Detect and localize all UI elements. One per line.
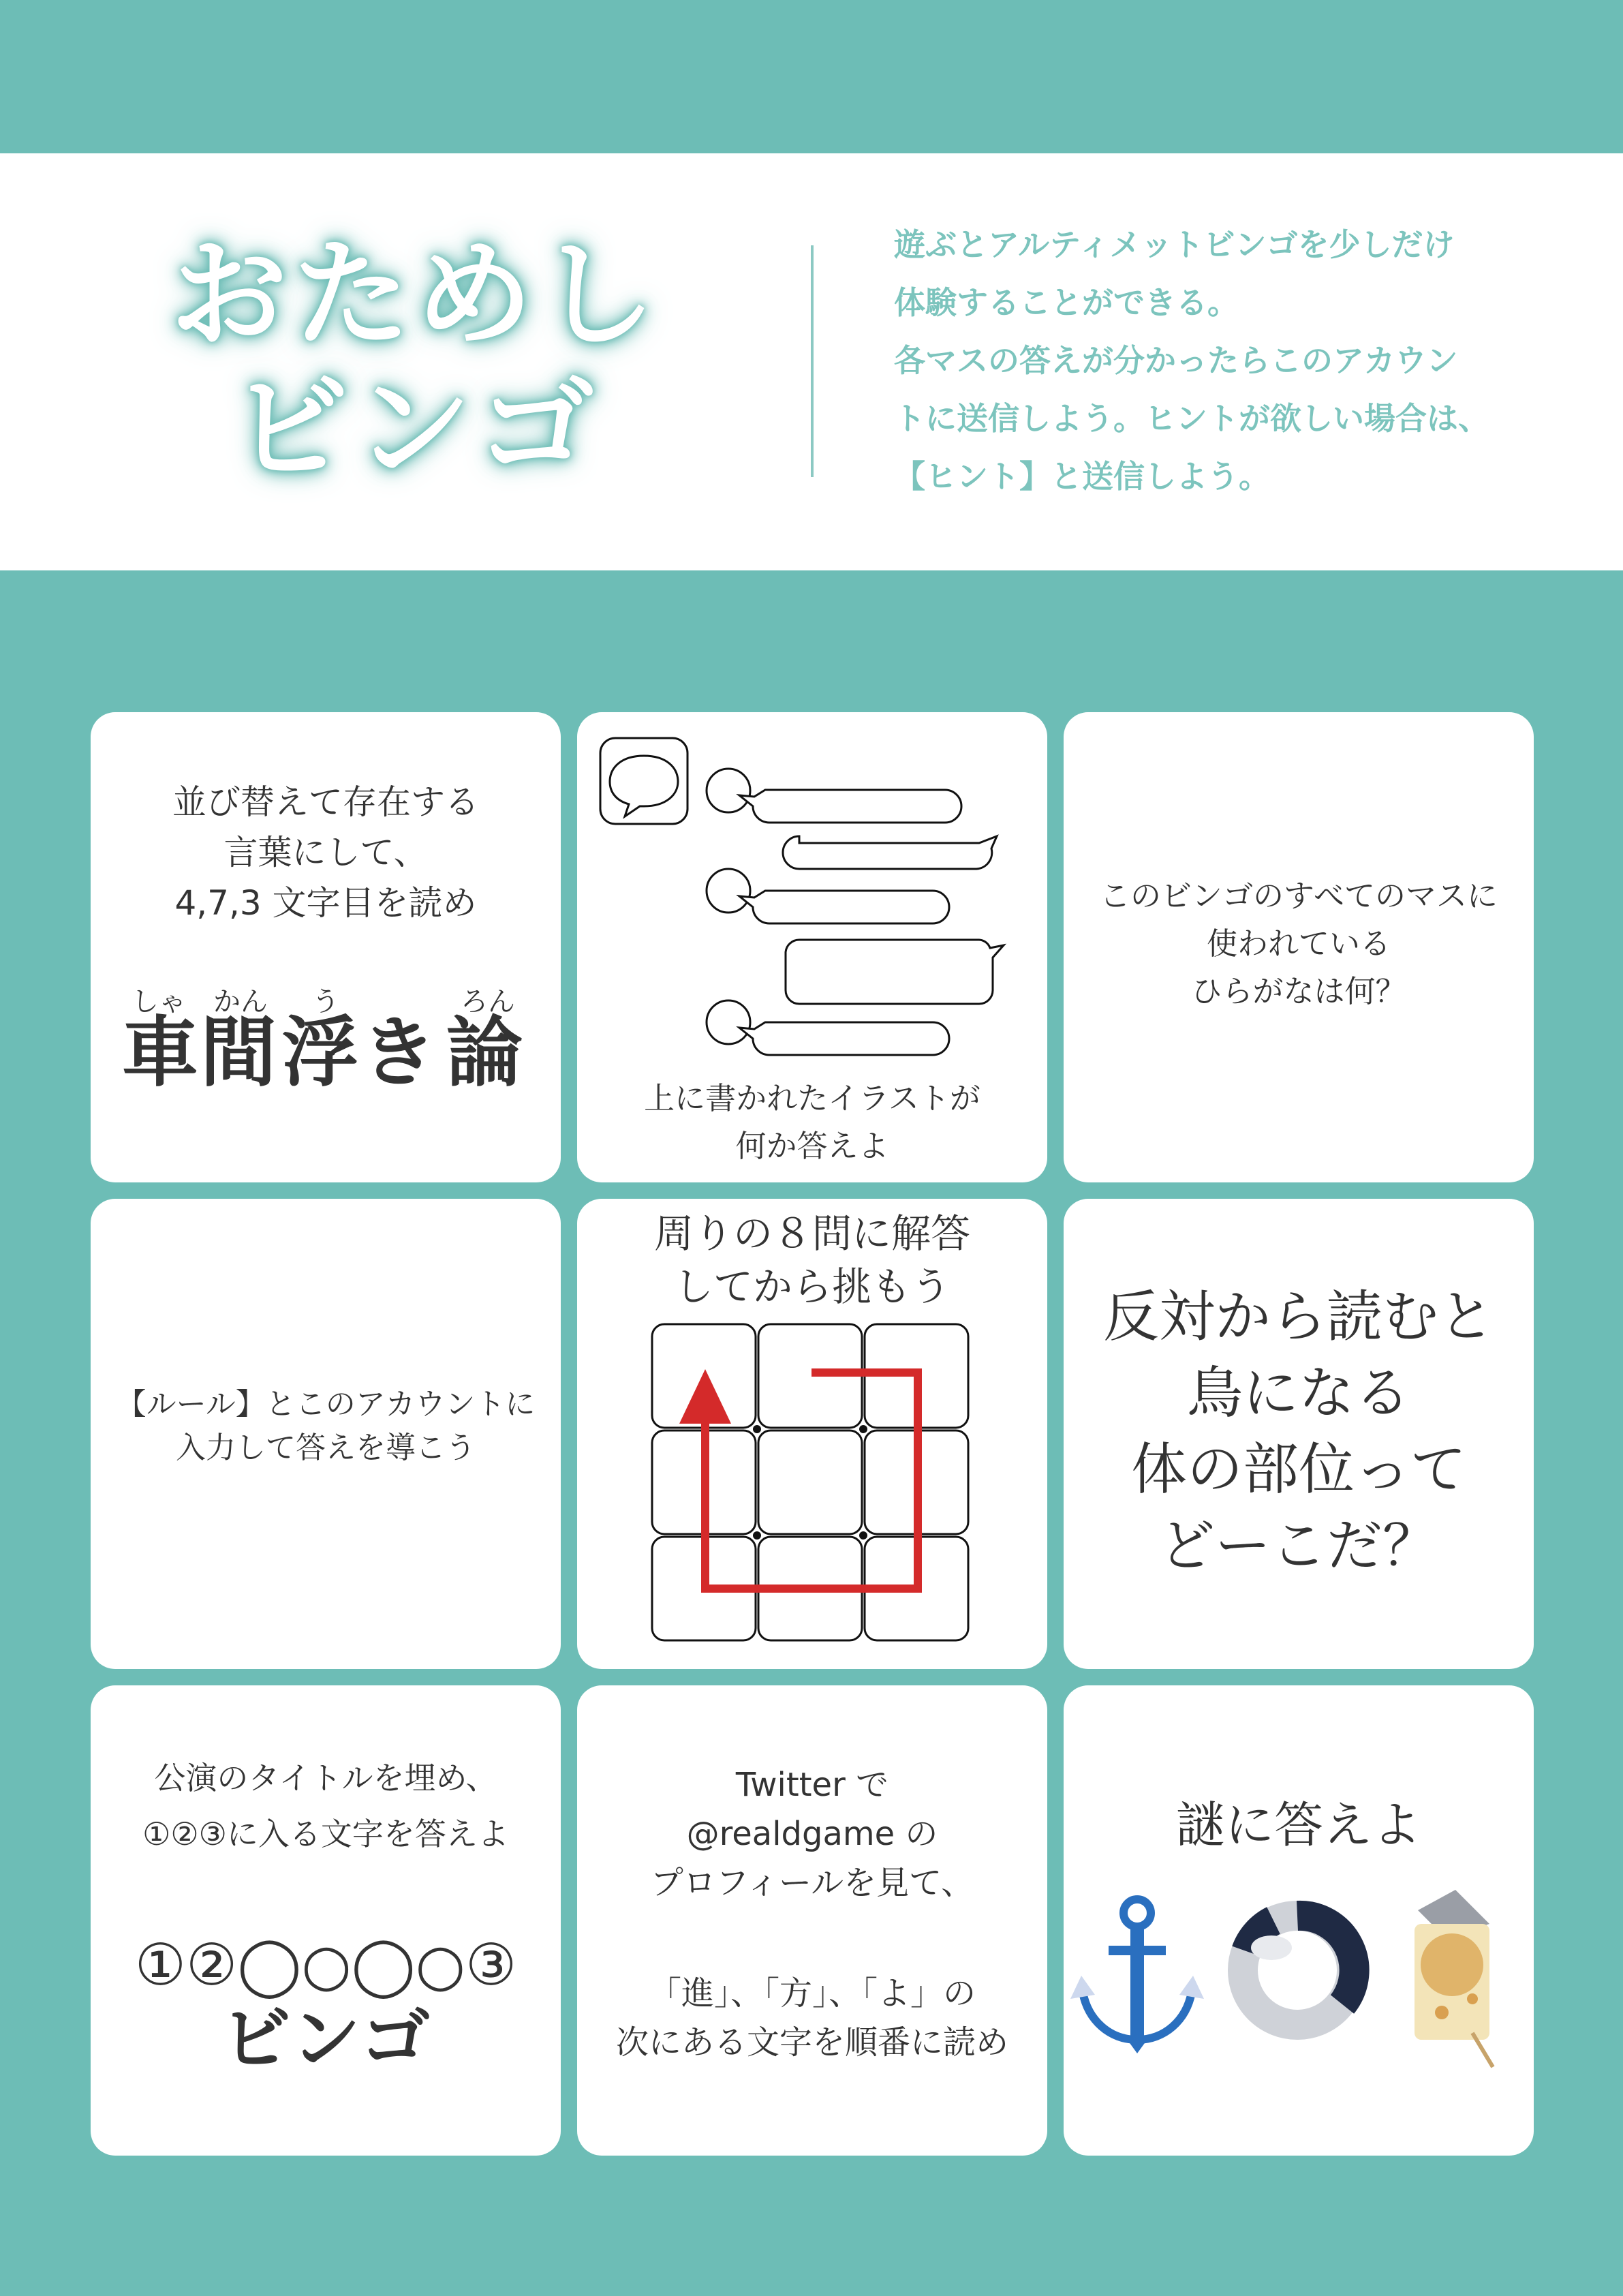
card-4-text — [91, 1383, 561, 1470]
bingo-card-2[interactable] — [577, 712, 1047, 1182]
bingo-card-6[interactable] — [1064, 1199, 1534, 1669]
description-line: 遊ぶとアルティメットビンゴを少しだけ — [894, 226, 1455, 263]
grid-arrow-diagram — [577, 1321, 1047, 1669]
title-puzzle: ①②◯○◯○③ — [134, 1931, 517, 1998]
kanji-char: 間 — [200, 1009, 277, 1097]
picture-riddle — [1064, 1883, 1534, 2087]
ruby-ron: ろん — [461, 986, 515, 1017]
card-5-text — [577, 1207, 1047, 1313]
header-divider — [811, 245, 814, 477]
ruby-kan: かん — [213, 986, 268, 1017]
kanji-char: 論 — [446, 1009, 523, 1097]
text-line: @realdgame の — [686, 1815, 938, 1853]
text-line: 反対から読むと — [1102, 1285, 1494, 1349]
kanji-char: 浮 — [282, 1009, 358, 1097]
dessert-icon — [1415, 1890, 1493, 2067]
text-line: 上に書かれたイラストが — [644, 1080, 980, 1116]
card-6-text — [1064, 1279, 1534, 1585]
page-title — [143, 228, 688, 495]
text-line: 何か答えよ — [735, 1128, 889, 1164]
description — [894, 216, 1575, 506]
bingo-card-7[interactable] — [91, 1685, 561, 2156]
kanji-char: 車 — [122, 1009, 198, 1097]
text-line: どーこだ？ — [1158, 1514, 1438, 1578]
bingo-card-9[interactable] — [1064, 1685, 1534, 2156]
text-line: 公演のタイトルを埋め、 — [154, 1760, 497, 1796]
text-line: 次にある文字を順番に読め — [615, 2023, 1008, 2062]
ring-icon — [1243, 1916, 1355, 2025]
card-8-text — [577, 1760, 1047, 2067]
card-9-text: 謎に答えよ — [1175, 1796, 1421, 1854]
bingo-card-1[interactable] — [91, 712, 561, 1182]
description-line: 【ヒント】と送信しよう。 — [894, 458, 1270, 495]
description-line: トに送信しよう。ヒントが欲しい場合は、 — [894, 400, 1489, 437]
title-line-2: ビンゴ — [232, 360, 600, 497]
ruby-sha: しゃ — [132, 986, 186, 1017]
text-line: 使われている — [1206, 925, 1391, 962]
text-line: ①②③に入る文字を答えよ — [142, 1816, 509, 1852]
chat-illustration — [577, 712, 1047, 1067]
text-line: このビンゴのすべてのマスに — [1099, 878, 1498, 914]
bingo-word: ビンゴ — [221, 1999, 430, 2080]
text-line: 「進」、「方」、「よ」の — [648, 1974, 976, 2012]
bingo-card-5[interactable] — [577, 1199, 1047, 1669]
text-line: 4,7,3 文字目を読め — [174, 883, 477, 923]
text-line: Twitter で — [735, 1766, 889, 1804]
description-line: 体験することができる。 — [894, 284, 1239, 321]
description-line: 各マスの答えが分かったらこのアカウン — [894, 342, 1458, 379]
text-line: 【ルール】とこのアカウントに — [116, 1387, 536, 1422]
text-line: 鳥になる — [1186, 1361, 1410, 1426]
title-line-1: おためし — [170, 226, 661, 363]
ruby-u: う — [312, 986, 339, 1017]
text-line: プロフィールを見て、 — [650, 1864, 974, 1902]
header-banner — [0, 153, 1623, 570]
text-line: 並び替えて存在する — [172, 782, 479, 822]
card-7-text — [91, 1750, 561, 1862]
text-line: 言葉にして、 — [223, 833, 428, 872]
kanji-char: き — [360, 1009, 437, 1097]
text-line: 入力して答えを導こう — [176, 1430, 476, 1465]
text-line: してから挑もう — [673, 1264, 950, 1310]
card-1-word — [122, 1009, 531, 1097]
anchor-icon — [1070, 1899, 1204, 2053]
text-line: 周りの８問に解答 — [653, 1210, 970, 1257]
bingo-card-3[interactable] — [1064, 712, 1534, 1182]
card-2-text — [577, 1075, 1047, 1170]
text-line: ひらがなは何？ — [1191, 973, 1406, 1009]
bingo-card-8[interactable] — [577, 1685, 1047, 2156]
text-line: 体の部位って — [1130, 1437, 1466, 1502]
card-1-text — [91, 777, 561, 928]
card-3-text — [1064, 872, 1534, 1015]
bingo-card-4[interactable] — [91, 1199, 561, 1669]
